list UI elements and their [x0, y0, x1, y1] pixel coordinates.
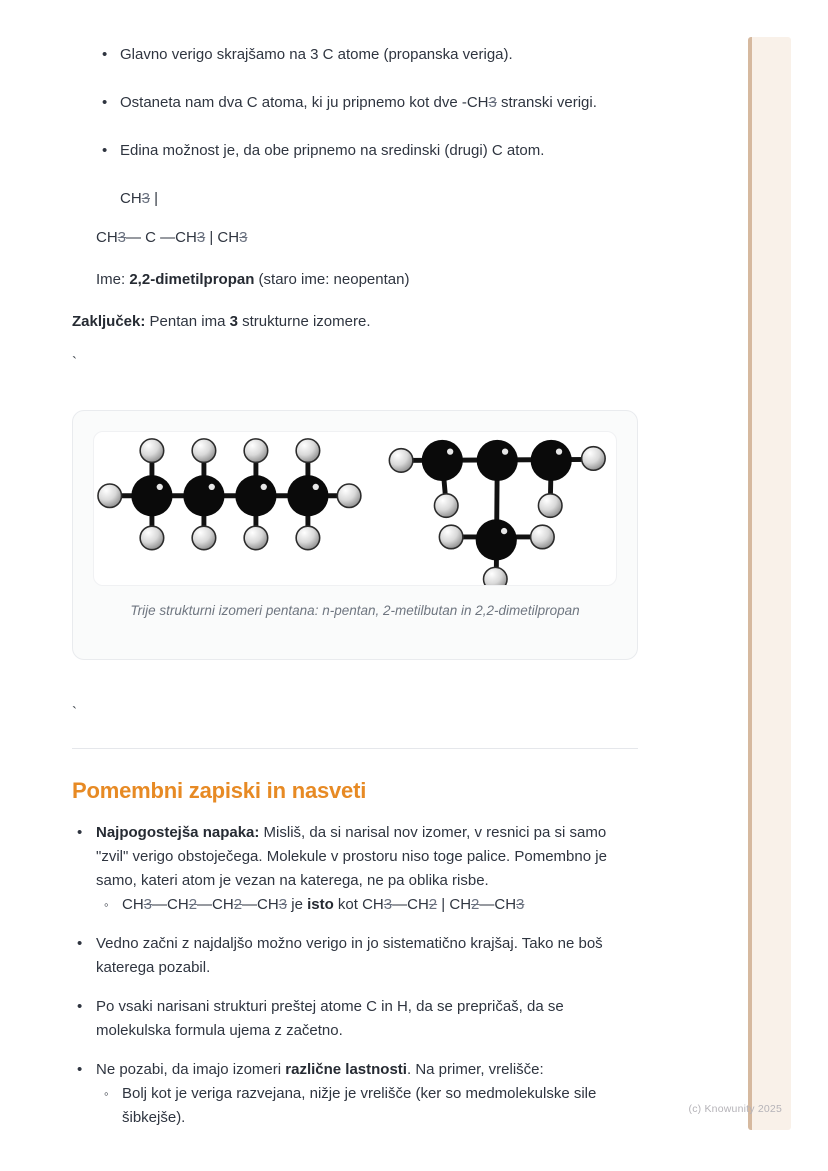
- section-divider: [72, 748, 638, 749]
- compound-name-line: Ime: 2,2-dimetilpropan (staro ime: neopentan): [96, 271, 410, 288]
- list-item: [72, 995, 638, 1043]
- list-item: • Edina možnost je, da obe pripnemo na sredinski (drugi) C atom.: [72, 140, 638, 162]
- list-item: [72, 821, 638, 917]
- formula-line-1: CH3 |: [120, 190, 159, 207]
- list-item-text: • Ne pozabi, da imajo izomeri različne lastnosti. Na primer, vrelišče:: [96, 1061, 544, 1078]
- figure-caption: Trije strukturni izomeri pentana: n-pentan, 2-metilbutan in 2,2-dimetilpropan: [130, 603, 580, 618]
- list-item: [72, 932, 638, 980]
- notes-bullet-list: [72, 821, 638, 1130]
- section-heading: Pomembni zapiski in nasveti: [72, 778, 367, 803]
- molecule-image: [93, 431, 617, 586]
- document-content: [72, 40, 638, 1145]
- list-item-text: • Po vsaki narisani strukturi preštej atome C in H, da se prepričaš, da se molekulska formula ujema z začetno.: [96, 998, 564, 1039]
- conclusion-line: Zaključek: Pentan ima 3 strukturne izomere.: [72, 313, 371, 330]
- list-item-text: • Najpogostejša napaka: Misliš, da si narisal nov izomer, v resnici pa si samo "zvil" verigo obstoječega. Molekule v prostoru niso toge palice. Pomembno je samo, kateri atom je vezan na katerega, ne pa oblika risbe.: [96, 824, 607, 889]
- figure-card: [72, 410, 638, 660]
- list-item: [72, 1058, 638, 1130]
- sub-list-item: ◦ Bolj kot je veriga razvejana, nižje je vrelišče (ker so medmolekulske sile šibkejše).: [96, 1082, 638, 1130]
- list-item: • Ostaneta nam dva C atoma, ki ju pripnemo kot dve -CH3 stranski verigi.: [72, 92, 638, 114]
- molecule-ball-stick-svg: [94, 431, 616, 586]
- stray-backtick-2: `: [72, 704, 77, 721]
- formula-line-2: CH3— C —CH3 | CH3: [96, 229, 248, 246]
- sub-list: [96, 893, 638, 917]
- list-item: • Glavno verigo skrajšamo na 3 C atome (propanska veriga).: [72, 44, 638, 66]
- copyright-text: (c) Knowunity 2025: [688, 1103, 782, 1115]
- stray-backtick-1: `: [72, 354, 77, 371]
- page-edge-stripe: [748, 37, 791, 1130]
- list-item-text: • Vedno začni z najdaljšo možno verigo in jo sistematično krajšaj. Tako ne boš katerega pozabil.: [96, 935, 603, 976]
- intro-bullet-list: [72, 44, 638, 162]
- sub-list-item: ◦ CH3—CH2—CH2—CH3 je isto kot CH3—CH2 | CH2—CH3: [96, 893, 638, 917]
